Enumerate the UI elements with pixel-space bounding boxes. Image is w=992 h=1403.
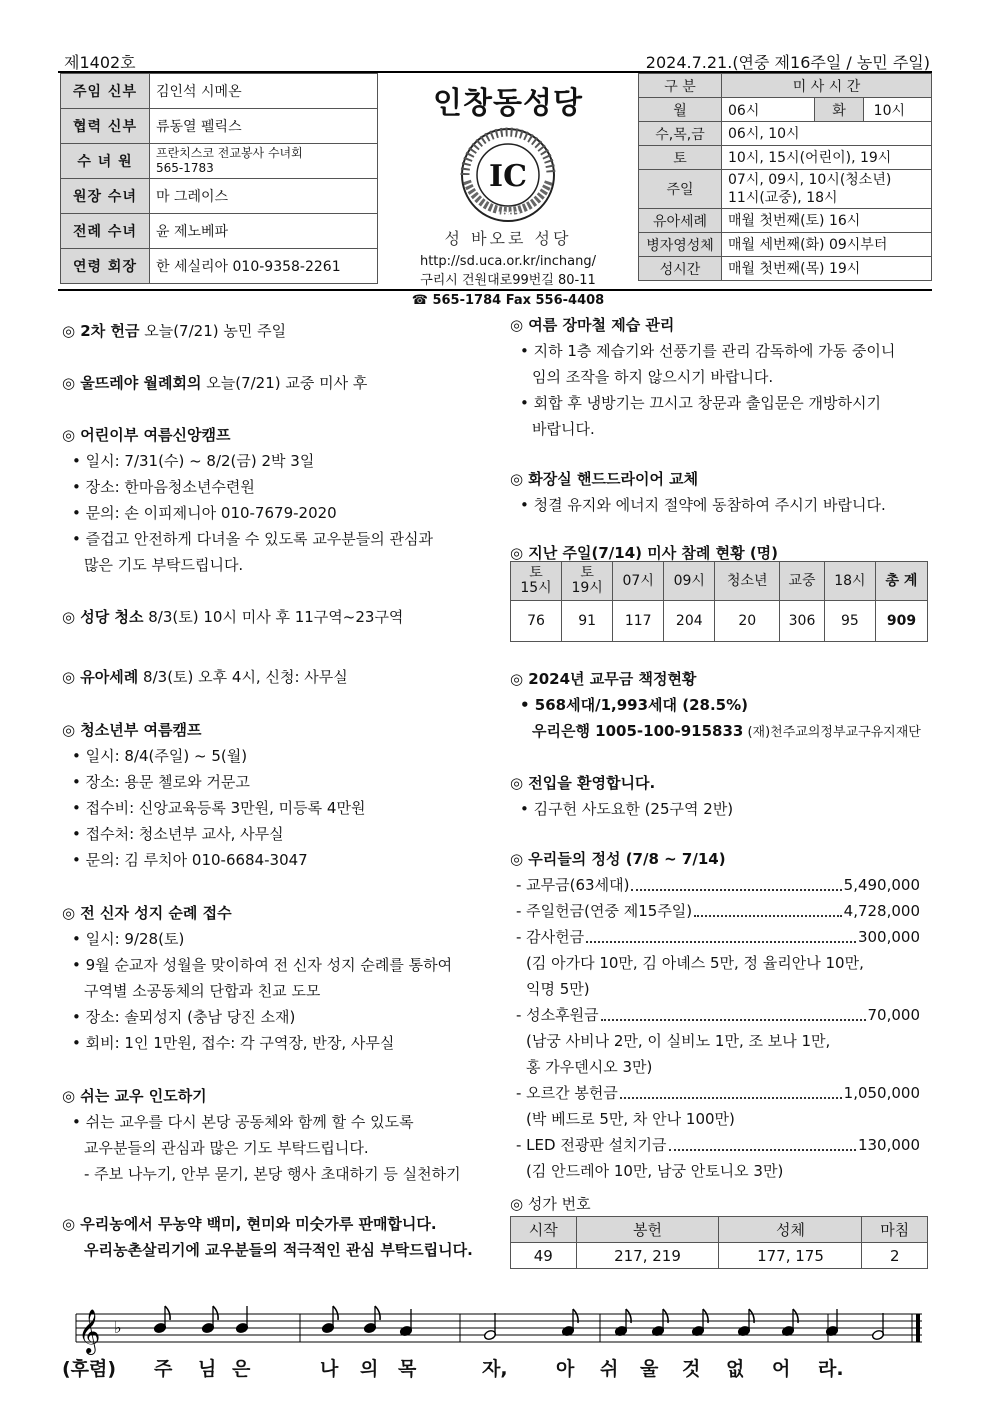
attendance-value: 204 — [664, 601, 715, 642]
list-item: • 쉬는 교우를 다시 본당 공동체와 함께 할 수 있도록 — [72, 1113, 414, 1131]
lyric-syllable: 의 — [360, 1358, 379, 1380]
treble-clef-icon: 𝄞 — [78, 1309, 101, 1353]
mass-tue-time: 10시 — [864, 98, 932, 122]
list-item: - 주보 나누기, 안부 묻기, 본당 행사 초대하기 등 실천하기 — [84, 1165, 461, 1183]
mass-col-label: 구 분 — [639, 74, 722, 98]
offering-note: (남궁 사비나 2만, 이 실비노 1만, 조 보나 1만, 홍 가우덴시오 3만) — [526, 1032, 831, 1076]
left-column — [62, 318, 482, 1263]
lyric-syllable: 은 — [232, 1358, 251, 1380]
attendance-header: 18시 — [824, 562, 875, 601]
attendance-header: 총 계 — [875, 562, 927, 601]
notice-children-camp-items — [62, 448, 482, 578]
offering-row — [510, 924, 930, 950]
attendance-value: 91 — [562, 601, 613, 642]
hymn-number: 177, 175 — [719, 1243, 862, 1269]
hymn-header: 봉헌 — [576, 1217, 719, 1243]
attendance-header: 09시 — [664, 562, 715, 601]
parish-logo — [459, 126, 557, 224]
hymn-table — [510, 1216, 928, 1269]
notice-second-collection: ◎ 2차 헌금 오늘(7/21) 농민 주일 — [62, 322, 287, 340]
mass-label: 유아세례 — [639, 209, 722, 233]
hymn-header: 마침 — [862, 1217, 928, 1243]
logo-year: 1997 — [495, 211, 521, 221]
list-item: • 장소: 솔뫼성지 (충남 당진 소재) — [72, 1008, 296, 1026]
lyric-syllable: 나 — [320, 1358, 339, 1380]
offerings-list — [510, 872, 930, 1184]
hymn-header: 시작 — [511, 1217, 577, 1243]
staff-role: 전례 수녀 — [61, 214, 150, 249]
staff-row — [61, 179, 378, 214]
list-item: • 접수비: 신앙교육등록 3만원, 미등록 4만원 — [72, 799, 366, 817]
staff-name: 마 그레이스 — [150, 179, 378, 214]
list-item: • 일시: 7/31(수) ~ 8/2(금) 2박 3일 — [72, 452, 315, 470]
logo-text: IC — [489, 159, 527, 194]
staff-role: 원장 수녀 — [61, 179, 150, 214]
issue-number: 제1402호 — [64, 53, 136, 72]
mass-value: 07시, 09시, 10시(청소년) 11시(교중), 18시 — [722, 170, 932, 209]
parish-patron: 성 바오로 성당 — [444, 229, 572, 248]
leader-dots — [669, 1132, 856, 1151]
staff-name: 류동열 펠릭스 — [150, 109, 378, 144]
lyric-syllable: 것 — [682, 1358, 701, 1380]
hymn-number: 217, 219 — [576, 1243, 719, 1269]
offering-note: (김 안드레아 10만, 남궁 안토니오 3만) — [526, 1162, 784, 1180]
lyric-syllable: 없 — [726, 1358, 745, 1380]
mass-value: 06시, 10시 — [722, 122, 932, 146]
list-item: • 청결 유지와 에너지 절약에 동참하여 주시기 바랍니다. — [520, 496, 886, 514]
list-item: 구역별 소공동체의 단합과 친교 도모 — [84, 982, 321, 1000]
right-column-lower — [510, 666, 930, 1184]
lyric-syllable: 자, — [482, 1358, 508, 1380]
offering-label: - 주일헌금(연중 제15주일) — [516, 902, 693, 920]
parish-info — [380, 78, 636, 310]
right-column — [510, 312, 930, 566]
offering-note: (김 아가다 10만, 김 아녜스 5만, 정 율리안나 10만, 익명 5만) — [526, 954, 864, 998]
staff-name: 한 세실리아 010-9358-2261 — [150, 249, 378, 284]
lyric-syllable: 어 — [772, 1358, 791, 1380]
attendance-title: ◎ 지난 주일(7/14) 미사 참례 현황 (명) — [510, 544, 779, 562]
music-staff — [60, 1300, 930, 1360]
lyric-syllable: 님 — [198, 1358, 217, 1380]
mass-row — [639, 122, 932, 146]
leader-dots — [601, 1002, 866, 1021]
staff-row — [61, 74, 378, 109]
parish-url[interactable]: http://sd.uca.or.kr/inchang/ — [419, 254, 597, 269]
attendance-header: 07시 — [613, 562, 664, 601]
lyric-syllable: 쉬 — [600, 1358, 619, 1380]
hymn-title: ◎ 성가 번호 — [510, 1195, 591, 1213]
mass-value: 매월 첫번째(목) 19시 — [722, 257, 932, 281]
offering-amount: 1,050,000 — [843, 1084, 920, 1102]
note-flag — [165, 1306, 170, 1320]
welcome-items — [510, 796, 930, 822]
list-item: • 회합 후 냉방기는 끄시고 창문과 출입문은 개방하시기 — [520, 394, 882, 412]
offering-amount: 300,000 — [857, 928, 920, 946]
note-flag — [213, 1306, 218, 1320]
staff-role: 협력 신부 — [61, 109, 150, 144]
staff-role: 연령 회장 — [61, 249, 150, 284]
mass-value: 매월 세번째(화) 09시부터 — [722, 233, 932, 257]
list-item: 많은 기도 부탁드립니다. — [84, 556, 244, 574]
offerings-title: ◎ 우리들의 정성 (7/8 ~ 7/14) — [510, 850, 726, 868]
list-item: • 문의: 김 루치아 010-6684-3047 — [72, 851, 308, 869]
list-item: • 장소: 한마음청소년수련원 — [72, 478, 255, 496]
mass-row — [639, 209, 932, 233]
mass-label: 수,목,금 — [639, 122, 722, 146]
parish-name: 인창동성당 — [433, 86, 583, 121]
dues-account: 우리은행 1005-100-915833 (재)천주교의정부교구유지재단 — [532, 722, 921, 740]
lyric-syllable: (후렴) — [62, 1358, 117, 1380]
staff-role: 수 녀 원 — [61, 144, 150, 179]
mass-value: 매월 첫번째(토) 16시 — [722, 209, 932, 233]
dues-title: ◎ 2024년 교무금 책정현황 — [510, 670, 697, 688]
notice-youth-camp-items — [62, 743, 482, 873]
notice-dehumid-items — [510, 338, 930, 442]
staff-role: 주임 신부 — [61, 74, 150, 109]
notice-woorinong-1: ◎ 우리농에서 무농약 백미, 현미와 미숫가루 판매합니다. — [62, 1215, 437, 1233]
attendance-value: 909 — [875, 601, 927, 642]
list-item: 바랍니다. — [532, 420, 595, 438]
staff-row — [61, 109, 378, 144]
staff-row — [61, 144, 378, 179]
staff-name: 윤 제노베파 — [150, 214, 378, 249]
attendance-header: 청소년 — [715, 562, 780, 601]
mass-times-table — [638, 73, 932, 281]
offering-label: - 교무금(63세대) — [516, 876, 630, 894]
attendance-header: 토 15시 — [511, 562, 562, 601]
mass-row — [639, 170, 932, 209]
offering-row — [510, 1080, 930, 1106]
list-item: • 지하 1층 제습기와 선풍기를 관리 감독하에 가동 중이니 — [520, 342, 896, 360]
list-item: • 9월 순교자 성월을 맞이하여 전 신자 성지 순례를 통하여 — [72, 956, 453, 974]
mass-label: 주일 — [639, 170, 722, 209]
mass-tue-label: 화 — [815, 98, 864, 122]
list-item: • 접수처: 청소년부 교사, 사무실 — [72, 825, 284, 843]
attendance-value: 306 — [780, 601, 825, 642]
mass-label: 토 — [639, 146, 722, 170]
list-item: • 일시: 8/4(주일) ~ 5(월) — [72, 747, 248, 765]
attendance-value: 117 — [613, 601, 664, 642]
list-item: • 문의: 손 이피제니아 010-7679-2020 — [72, 504, 337, 522]
notice-hand-dryer-items — [510, 492, 930, 518]
hymn-header: 성체 — [719, 1217, 862, 1243]
offering-amount: 130,000 — [857, 1136, 920, 1154]
offering-note: (박 베드로 5만, 차 안나 100만) — [526, 1110, 735, 1128]
attendance-table — [510, 561, 928, 642]
list-item: 교우분들의 관심과 많은 기도 부탁드립니다. — [84, 1139, 369, 1157]
notice-youth-camp-title: ◎ 청소년부 여름캠프 — [62, 721, 202, 739]
attendance-header: 교중 — [780, 562, 825, 601]
mass-mon-label: 월 — [639, 98, 722, 122]
mass-row — [639, 257, 932, 281]
welcome-title: ◎ 전입을 환영합니다. — [510, 774, 656, 792]
notice-pilgrimage-title: ◎ 전 신자 성지 순례 접수 — [62, 904, 232, 922]
notice-pilgrimage-items — [62, 926, 482, 1056]
header-bottom-rule — [58, 289, 932, 291]
mass-row — [639, 146, 932, 170]
notice-lapsed-items — [62, 1109, 482, 1187]
offering-label: - 오르간 봉헌금 — [516, 1084, 618, 1102]
list-item: • 장소: 용문 첼로와 거문고 — [72, 773, 250, 791]
list-item: • 김구헌 사도요한 (25구역 2반) — [520, 800, 734, 818]
note-flag — [333, 1306, 338, 1320]
offering-label: - 성소후원금 — [516, 1006, 599, 1024]
offering-label: - LED 전광판 설치기금 — [516, 1136, 667, 1154]
staff-table — [60, 73, 378, 284]
leader-dots — [586, 924, 856, 943]
notice-children-camp-title: ◎ 어린이부 여름신앙캠프 — [62, 426, 231, 444]
notice-dehumid-title: ◎ 여름 장마철 제습 관리 — [510, 316, 675, 334]
offering-label: - 감사헌금 — [516, 928, 585, 946]
notice-woorinong-2: 우리농촌살리기에 교우분들의 적극적인 관심 부탁드립니다. — [84, 1241, 473, 1259]
list-item: • 즐겁고 안전하게 다녀올 수 있도록 교우분들의 관심과 — [72, 530, 434, 548]
lyric-syllable: 목 — [398, 1358, 417, 1380]
parish-phone: ☎ 565-1784 Fax 556-4408 — [411, 293, 605, 308]
lyric-syllable: 라. — [818, 1358, 844, 1380]
offering-row — [510, 898, 930, 924]
mass-label: 성시간 — [639, 257, 722, 281]
offering-row — [510, 1132, 930, 1158]
note-flag — [375, 1306, 380, 1320]
staff-name: 프란치스코 전교봉사 수녀회 565-1783 — [150, 144, 378, 179]
dues-status: • 568세대/1,993세대 (28.5%) — [520, 696, 748, 714]
attendance-value: 95 — [824, 601, 875, 642]
notice-cleaning: ◎ 성당 청소 8/3(토) 10시 미사 후 11구역~23구역 — [62, 608, 404, 626]
offering-amount: 5,490,000 — [843, 876, 920, 894]
hymn-number: 2 — [862, 1243, 928, 1269]
parish-address: 구리시 건원대로99번길 80-11 — [420, 273, 596, 288]
lyric-syllable: 아 — [556, 1358, 575, 1380]
flat-sign-icon: ♭ — [114, 1318, 122, 1337]
lyric-syllable: 주 — [154, 1358, 173, 1380]
notice-infant-baptism: ◎ 유아세례 8/3(토) 오후 4시, 신청: 사무실 — [62, 668, 348, 686]
staff-row — [61, 249, 378, 284]
notice-hand-dryer-title: ◎ 화장실 핸드드라이어 교체 — [510, 470, 699, 488]
offering-row — [510, 872, 930, 898]
list-item: • 회비: 1인 1만원, 접수: 각 구역장, 반장, 사무실 — [72, 1034, 395, 1052]
staff-row — [61, 214, 378, 249]
leader-dots — [694, 898, 842, 917]
attendance-header: 토 19시 — [562, 562, 613, 601]
lyric-syllable: 울 — [640, 1358, 659, 1380]
attendance-value: 20 — [715, 601, 780, 642]
offering-amount: 70,000 — [867, 1006, 920, 1024]
offering-amount: 4,728,000 — [843, 902, 920, 920]
mass-col-value: 미 사 시 간 — [722, 74, 932, 98]
leader-dots — [620, 1080, 842, 1099]
list-item: 임의 조작을 하지 않으시기 바랍니다. — [532, 368, 774, 386]
issue-date: 2024.7.21.(연중 제16주일 / 농민 주일) — [645, 53, 930, 72]
offering-row — [510, 1002, 930, 1028]
staff-name: 김인석 시메온 — [150, 74, 378, 109]
list-item: • 일시: 9/28(토) — [72, 930, 185, 948]
attendance-value: 76 — [511, 601, 562, 642]
notice-lapsed-title: ◎ 쉬는 교우 인도하기 — [62, 1087, 207, 1105]
leader-dots — [631, 872, 841, 891]
mass-row — [639, 233, 932, 257]
mass-mon-time: 06시 — [722, 98, 815, 122]
notice-ultreya: ◎ 울뜨레야 월례회의 오늘(7/21) 교중 미사 후 — [62, 374, 368, 392]
mass-value: 10시, 15시(어린이), 19시 — [722, 146, 932, 170]
hymn-number: 49 — [511, 1243, 577, 1269]
mass-label: 병자영성체 — [639, 233, 722, 257]
